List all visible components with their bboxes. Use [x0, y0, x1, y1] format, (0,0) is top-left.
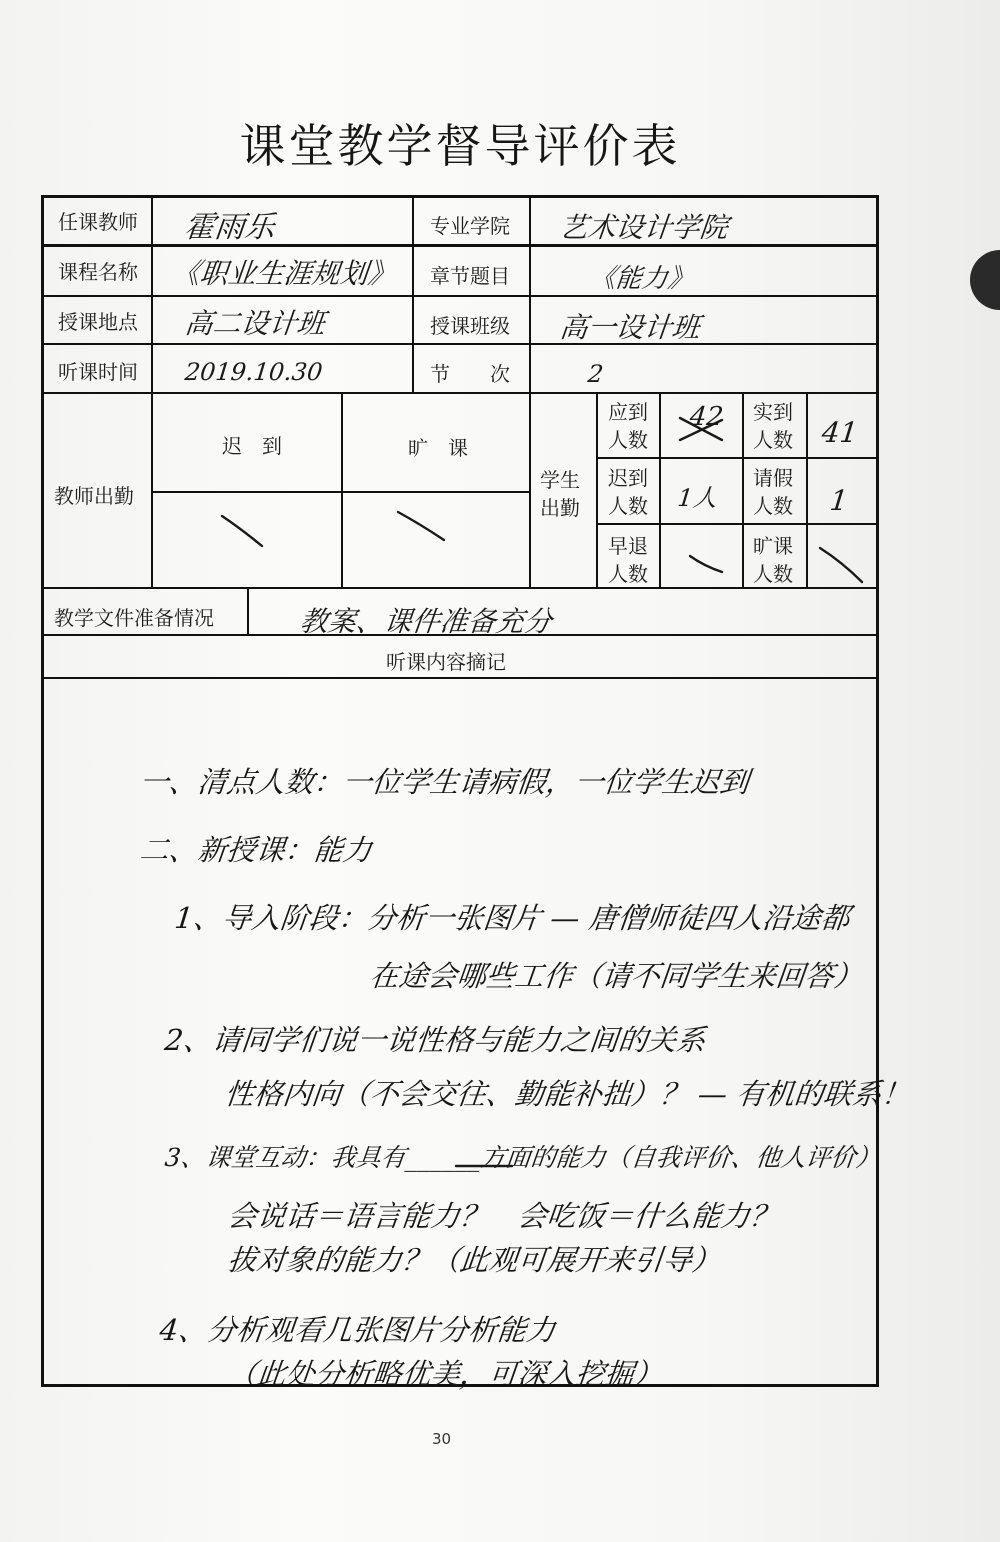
label-student-attendance: 学生 出勤 — [540, 468, 580, 520]
value-documents: 教案、课件准备充分 — [298, 605, 554, 638]
value-late-count: 1人 — [676, 484, 719, 512]
value-time: 2019.10.30 — [183, 358, 324, 386]
value-teacher: 霍雨乐 — [182, 210, 277, 245]
label-late-count: 迟到 人数 — [608, 466, 648, 518]
label-expected: 应到 人数 — [608, 400, 648, 452]
note-line: 一、清点人数：一位学生请病假，一位学生迟到 — [138, 765, 751, 799]
label-class: 授课班级 — [430, 314, 510, 338]
label-teacher-attendance: 教师出勤 — [54, 484, 134, 508]
note-line: （此处分析略优美，可深入挖掘） — [226, 1357, 665, 1391]
value-expected: 42 — [688, 402, 725, 432]
page-number: 30 — [432, 1430, 452, 1448]
note-line: 1、导入阶段：分析一张图片 — 唐僧师徒四人沿途都 — [173, 901, 852, 935]
value-college: 艺术设计学院 — [558, 211, 730, 244]
note-line: 4、分析观看几张图片分析能力 — [158, 1313, 558, 1347]
label-documents: 教学文件准备情况 — [54, 606, 214, 630]
label-late: 迟 到 — [222, 434, 282, 458]
note-line: 二、新授课：能力 — [138, 833, 374, 867]
value-course: 《职业生涯规划》 — [170, 257, 398, 290]
label-notes-header: 听课内容摘记 — [386, 650, 506, 674]
label-course: 课程名称 — [58, 260, 138, 284]
value-actual: 41 — [820, 416, 860, 449]
value-class: 高一设计班 — [558, 311, 702, 344]
value-session: 2 — [586, 360, 605, 388]
note-line: 3、课堂互动：我具有______方面的能力（自我评价、他人评价） — [163, 1143, 883, 1172]
label-absent-count: 旷课 人数 — [753, 534, 793, 586]
form-title: 课堂教学督导评价表 — [239, 119, 681, 173]
value-location: 高二设计班 — [183, 307, 327, 340]
note-line: 2、请同学们说一说性格与能力之间的关系 — [163, 1023, 708, 1057]
value-leave-count: 1 — [828, 484, 850, 517]
label-absent: 旷 课 — [408, 436, 468, 460]
note-line: 性格内向（不会交往、勤能补拙）？ — 有机的联系！ — [223, 1077, 913, 1111]
note-line: 拔对象的能力？（此观可展开来引导） — [226, 1243, 723, 1277]
label-time: 听课时间 — [58, 360, 138, 384]
label-teacher: 任课教师 — [58, 210, 138, 234]
label-session: 节 次 — [430, 362, 510, 386]
label-location: 授课地点 — [58, 310, 138, 334]
value-chapter: 《能力》 — [588, 264, 696, 294]
label-chapter: 章节题目 — [430, 264, 510, 288]
label-college: 专业学院 — [430, 214, 510, 238]
note-line: 在途会哪些工作（请不同学生来回答） — [368, 959, 865, 993]
label-leave-count: 请假 人数 — [753, 466, 793, 518]
note-line: 会说话＝语言能力？ 会吃饭＝什么能力？ — [226, 1199, 781, 1233]
label-actual: 实到 人数 — [753, 400, 793, 452]
label-early-leave: 早退 人数 — [608, 534, 648, 586]
